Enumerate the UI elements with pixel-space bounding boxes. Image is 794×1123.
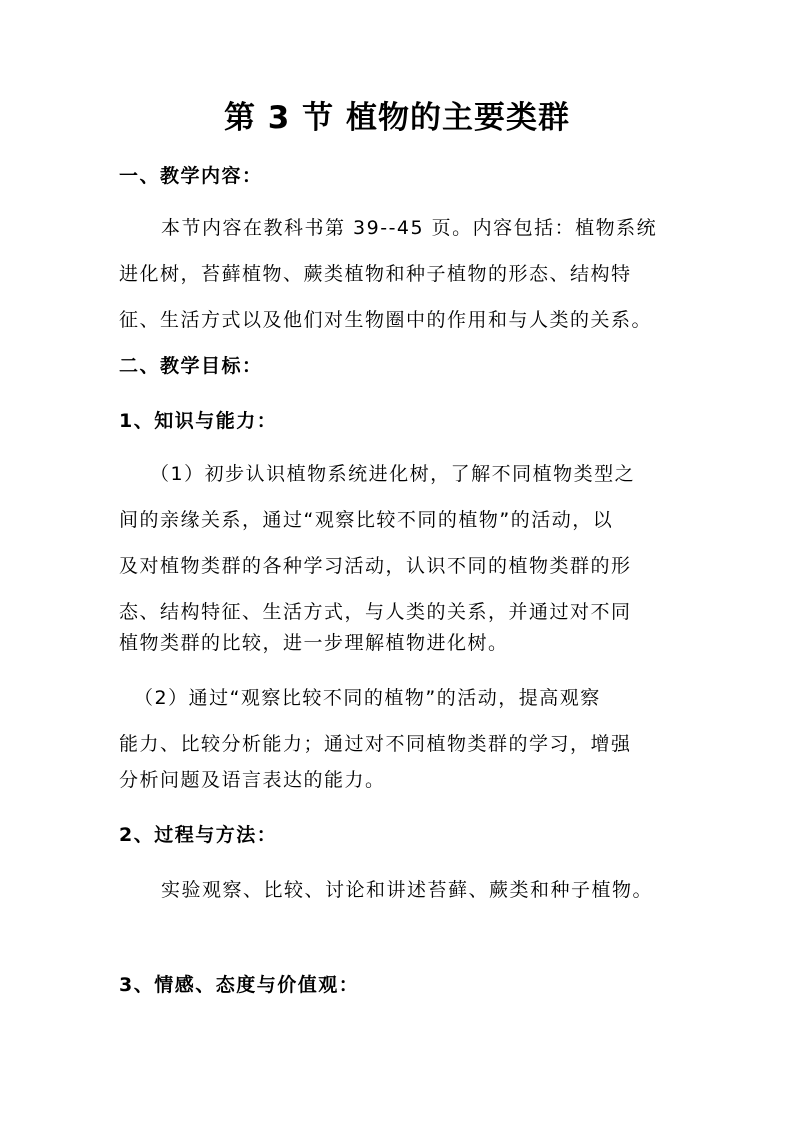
page-title: 第 3 节 植物的主要类群 [224, 100, 570, 136]
subsection-heading-knowledge: 1、知识与能力： [119, 410, 278, 432]
paragraph-line: 及对植物类群的各种学习活动，认识不同的植物类群的形 [119, 555, 632, 577]
paragraph-line: 能力、比较分析能力；通过对不同植物类群的学习，增强 [119, 733, 632, 755]
paragraph-line: 征、生活方式以及他们对生物圈中的作用和与人类的关系。 [119, 309, 653, 331]
paragraph-line: 进化树，苔藓植物、蕨类植物和种子植物的形态、结构特 [119, 263, 632, 285]
subsection-heading-process-method: 2、过程与方法： [119, 824, 278, 846]
paragraph-line: 本节内容在教科书第 39--45 页。内容包括：植物系统 [161, 217, 658, 239]
paragraph-line: （1）初步认识植物系统进化树，了解不同植物类型之 [150, 463, 636, 485]
paragraph-line: 态、结构特征、生活方式，与人类的关系，并通过对不同 [119, 601, 632, 623]
section-heading-teaching-goals: 二、教学目标： [119, 355, 263, 377]
paragraph-line: 植物类群的比较，进一步理解植物进化树。 [119, 632, 509, 654]
paragraph-line: （2）通过“观察比较不同的植物”的活动，提高观察 [134, 687, 601, 709]
subsection-heading-emotion-attitude-values: 3、情感、态度与价值观： [119, 974, 360, 996]
paragraph-line: 分析问题及语言表达的能力。 [119, 769, 386, 791]
paragraph-line: 间的亲缘关系，通过“观察比较不同的植物”的活动，以 [119, 509, 614, 531]
section-heading-teaching-content: 一、教学内容： [119, 165, 263, 187]
paragraph-line: 实验观察、比较、讨论和讲述苔藓、蕨类和种子植物。 [161, 879, 654, 901]
